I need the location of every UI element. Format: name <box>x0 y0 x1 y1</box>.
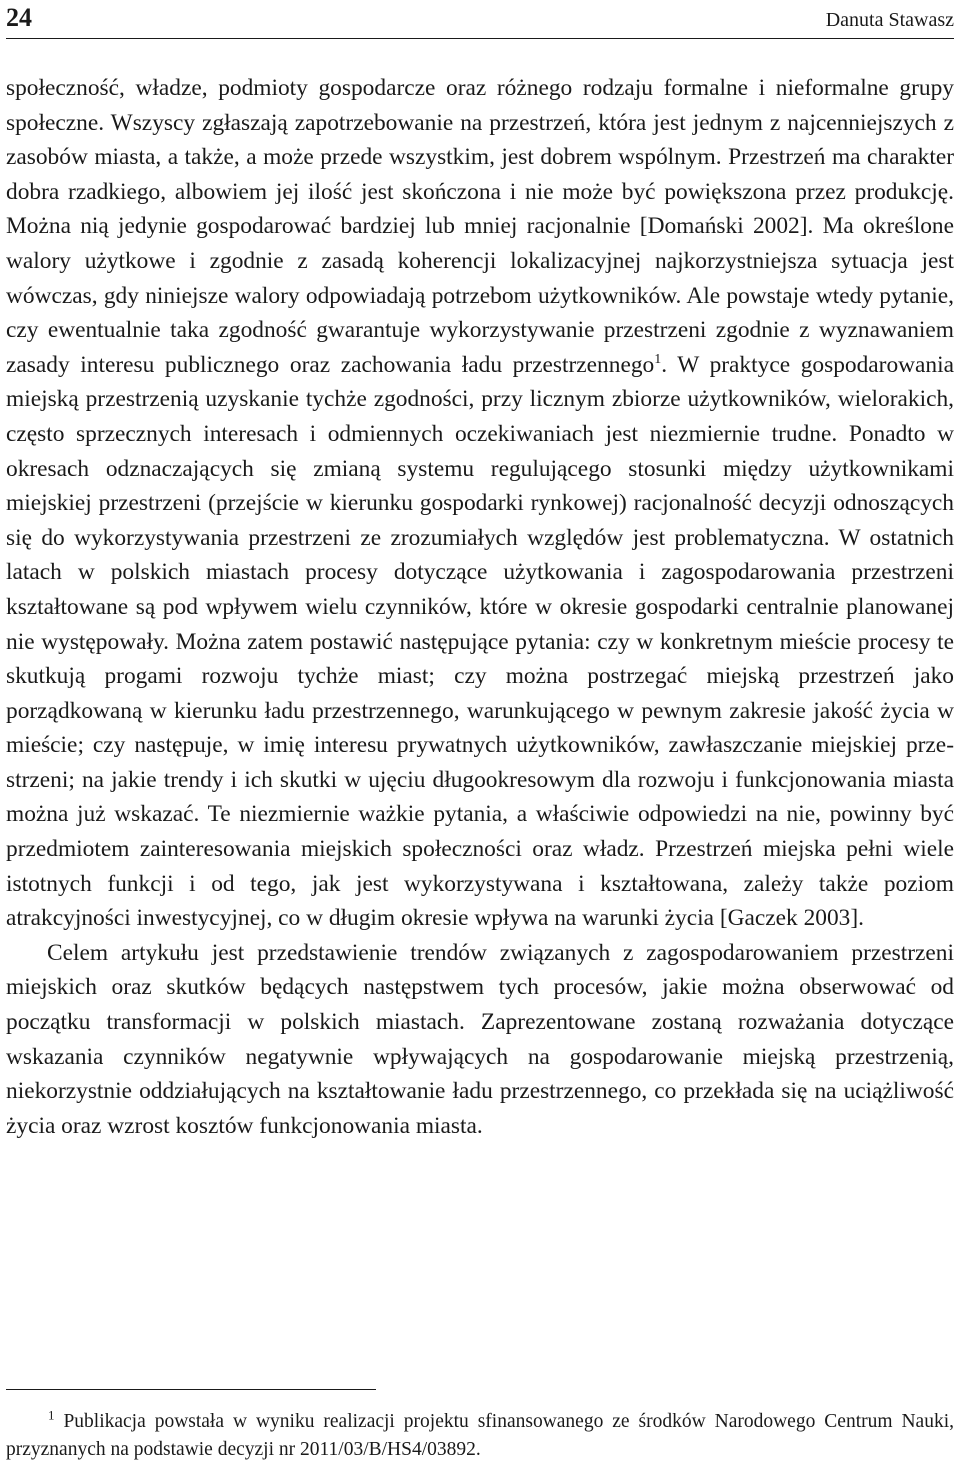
paragraph-1-text-part1: społeczność, władze, podmioty gospodarcze oraz różnego rodzaju formalne i nieformalne grupy społeczne. Wszyscy zgłaszają zapotrzebowanie na przestrzeń, która jest jednym z najcenniejszych z zasobów miasta, a także, a może przede wszystkim, jest dobrem wspólnym. Przestrzeń ma charakter dobra rzadkiego, albowiem jej ilość jest skończona i nie może być powiększona przez produkcję. Można nią jedynie gospodarować bardziej lub mniej racjonalnie [Domański 2002]. Ma określone walory użytkowe i zgodnie z zasadą koherencji lokalizacyjnej najkorzystniejsza sytuacja jest wówczas, gdy niniejsze walory odpowiadają potrzebom użytkowników. Ale powstaje wtedy pytanie, czy ewentualnie taka zgodność gwarantuje wykorzystywanie przestrzeni zgodnie z wyznawaniem zasady interesu publicznego oraz zachowania ładu przestrzennego <box>6 75 954 378</box>
running-head-author: Danuta Stawasz <box>825 9 954 31</box>
footnote-1 <box>6 1408 954 1464</box>
footnote-reference: 1 <box>654 351 662 367</box>
footnotes <box>6 1408 954 1464</box>
document-page <box>6 0 954 1470</box>
footnote-separator <box>6 1389 376 1390</box>
running-header <box>6 2 954 39</box>
paragraph-1 <box>6 71 954 936</box>
footnote-marker: 1 <box>48 1407 55 1423</box>
footnote-text: Publikacja powstała w wyniku realizacji projektu sfinansowanego ze środków Narodowego Centrum Nauki, przyznanych na podstawie decyzji nr 2011/03/B/HS4/03892. <box>6 1411 954 1460</box>
body-text <box>6 71 954 1143</box>
paragraph-1-text-part2: . W praktyce gospodarowania miejską przestrzenią uzyskanie tychże zgodności, przy licznym zbiorze użytkowników, wielorakich, często sprzecznych interesach i odmiennych oczekiwaniach jest niezmiernie trudne. Ponadto w okresach odznaczających się zmianą systemu regulującego stosunki między użytkownikami miejskiej przestrzeni (przejście w kierunku gospodarki rynkowej) racjonalność decyzji odnoszących się do wykorzystywania przestrzeni ze zrozumiałych względów jest problematyczna. W ostatnich latach w polskich miastach procesy dotyczące użytkowania i zagospodarowania przestrzeni kształtowane są pod wpływem wielu czynników, które w okresie gospodarki centralnie planowanej nie występowały. Można zatem postawić następujące pytania: czy w konkretnym mieście procesy te skutkują progami rozwoju tychże miast; czy można postrzegać miejską przestrzeń jako porządkowaną w kierunku ładu przestrzennego, warunkującego w pewnym zakresie jakość życia w mieście; czy następuje, w imię interesu prywatnych użytkowników, zawłaszczanie miejskiej przestrzeni; na jakie trendy i ich skutki w ujęciu długookresowym dla rozwoju i funkcjonowania miasta można już wskazać. Te niezmiernie ważkie pytania, a właściwie odpowiedzi na nie, powinny być przedmiotem zainteresowania miejskich społeczności oraz władz. Przestrzeń miejska pełni wiele istotnych funkcji i od tego, jak jest wykorzystywana i kształtowana, zależy także poziom atrakcyjności inwestycyjnej, co w długim okresie wpływa na warunki życia [Gaczek 2003]. <box>6 351 955 932</box>
paragraph-2: Celem artykułu jest przedstawienie trendów związanych z zagospodarowaniem przestrzeni miejskich oraz skutków będących następstwem tych procesów, jakie można obserwować od początku transformacji w polskich miastach. Zaprezentowane zostaną rozważania dotyczące wskazania czynników negatywnie wpływających na gospodarowanie miejską przestrzenią, niekorzystnie oddziałujących na kształtowanie ładu przestrzennego, co przekłada się na uciążliwość życia oraz wzrost kosztów funkcjonowania miasta. <box>6 939 954 1139</box>
page-number: 24 <box>6 3 32 32</box>
